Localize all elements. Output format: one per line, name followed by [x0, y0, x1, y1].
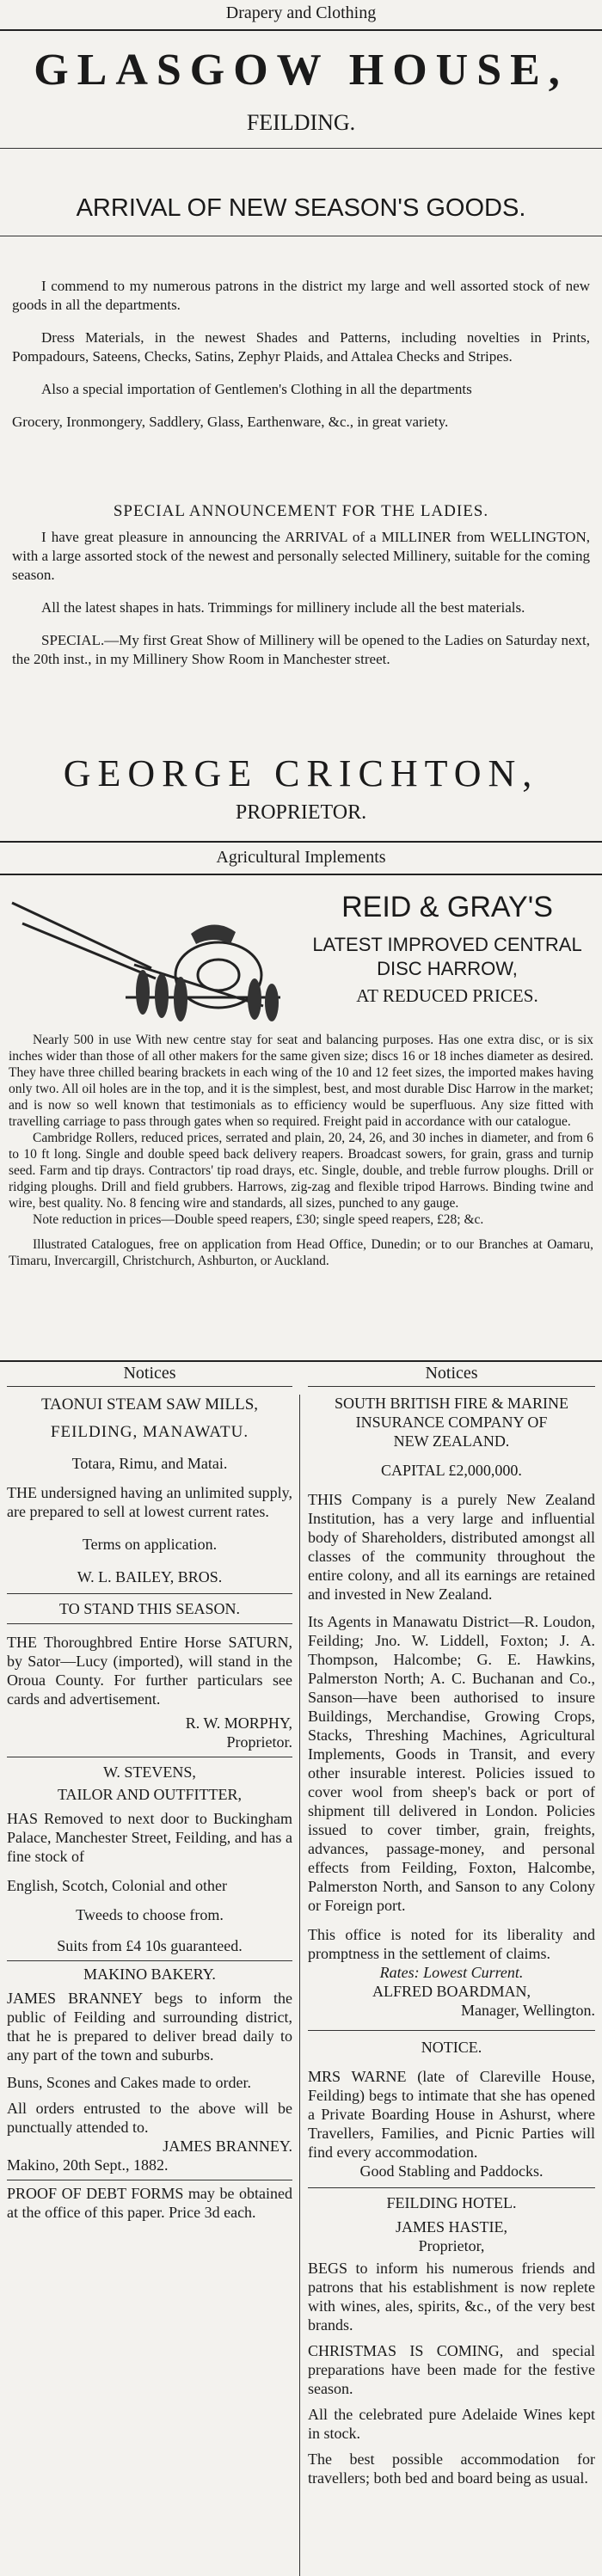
ins-title2: INSURANCE COMPANY OF	[355, 1414, 548, 1431]
drapery-headline: ARRIVAL OF NEW SEASON'S GOODS.	[76, 194, 526, 222]
divider	[7, 1623, 292, 1624]
bakery-body: JAMES BRANNEY begs to inform the public of Feilding and surrounding district, that he is prepared to deliver bread daily to any part of the town and suburbs.	[7, 1990, 292, 2064]
store-name: GLASGOW HOUSE,	[34, 46, 568, 95]
divider	[0, 148, 602, 149]
bakery-goods: Buns, Scones and Cakes made to order.	[7, 2074, 251, 2091]
ins-note: This office is noted for its liberality and promptness in the settlement of claims.	[308, 1926, 595, 1962]
stand-sign: R. W. MORPHY,	[185, 1714, 292, 1732]
divider	[0, 841, 602, 843]
tailor-body: HAS Removed to next door to Buckingham Palace, Manchester Street, Feilding, and has a fine stock of	[7, 1810, 292, 1865]
agri-sub3: AT REDUCED PRICES.	[356, 985, 538, 1006]
notices-left-header: Notices	[123, 1364, 176, 1383]
bakery-orders: All orders entrusted to the above will be punctually attended to.	[7, 2100, 292, 2136]
agri-section-title: Agricultural Implements	[216, 848, 386, 867]
ins-sign: ALFRED BOARDMAN,	[372, 1983, 531, 2000]
agri-body3: Note reduction in prices—Double speed reapers, £30; single speed reapers, £28; &c.	[33, 1212, 484, 1227]
hotel-proprietor: JAMES HASTIE,	[395, 2218, 507, 2236]
tailor-tweeds: Tweeds to choose from.	[76, 1906, 224, 1923]
agri-body1: Nearly 500 in use With new centre stay for seat and balancing purposes. Has one extra disc, or is six inches wider than those of all other makers for the same given size; discs 16 or 18 inches diameter as desired. They have three chilled bearing brackets in each wing of the 10 and 12 feet sizes, the imported makes having only two. All oil holes are in the top, and it is the simplest, best, and most durable Disc Harrow in the market; and is now so well known that testimonials as to efficiency would be superfluous. Any size fitted with travelling carriage to pass through gates when so required. Freight paid in accordance with our catalogue.	[9, 1033, 593, 1129]
ins-sign-title: Manager, Wellington.	[461, 2002, 595, 2019]
ins-body: THIS Company is a purely New Zealand Institution, has a very large and influential body of Shareholders, distributed amongst all classes of the community throughout the entire colony, and all its earnings are retained and invested in New Zealand.	[308, 1491, 595, 1603]
proprietor-name: GEORGE CRICHTON,	[63, 752, 539, 794]
hotel-adelaide: All the celebrated pure Adelaide Wines kept in stock.	[308, 2406, 595, 2442]
notices-right-column	[308, 1364, 595, 2487]
tailor-suits: Suits from £4 10s guaranteed.	[57, 1937, 243, 1954]
mill-title: TAONUI STEAM SAW MILLS,	[40, 1395, 259, 1414]
proof-of-debt-forms: PROOF OF DEBT FORMS may be obtained at the office of this paper. Price 3d each.	[7, 2185, 292, 2221]
divider	[0, 874, 602, 875]
drapery-p3: Also a special importation of Gentlemen's Clothing in all the departments	[41, 381, 472, 397]
divider	[308, 2030, 595, 2031]
divider	[0, 1360, 602, 1362]
bakery-sign: JAMES BRANNEY.	[163, 2137, 292, 2155]
drapery-p5: I have great pleasure in announcing the ARRIVAL of a MILLINER from WELLINGTON, with a large assorted stock of the newest and personally selected Millinery, suitable for the coming season.	[12, 529, 590, 583]
disc-harrow-illustration	[5, 886, 289, 1023]
mill-timber: Totara, Rimu, and Matai.	[71, 1455, 228, 1472]
proprietor-title: PROPRIETOR.	[235, 801, 367, 824]
drapery-milliner	[12, 528, 590, 669]
hotel-best: The best possible accommodation for travellers; both bed and board being as usual.	[308, 2450, 595, 2487]
notice-stabling: Good Stabling and Paddocks.	[359, 2162, 544, 2180]
mill-body: THE undersigned having an unlimited supply, are prepared to sell at lowest current rates.	[7, 1484, 292, 1520]
ins-capital: CAPITAL £2,000,000.	[381, 1462, 522, 1479]
bakery-date: Makino, 20th Sept., 1882.	[7, 2156, 169, 2174]
divider	[7, 1960, 292, 1961]
notice-title: NOTICE.	[421, 2039, 482, 2056]
hotel-title: FEILDING HOTEL.	[386, 2194, 517, 2211]
agri-body	[9, 1032, 593, 1269]
ins-title3: NEW ZEALAND.	[393, 1432, 510, 1450]
ins-rates: Rates: Lowest Current.	[379, 1964, 524, 1981]
ins-title1: SOUTH BRITISH FIRE & MARINE	[334, 1395, 568, 1412]
tailor-goods: English, Scotch, Colonial and other	[7, 1877, 227, 1894]
drapery-p7: SPECIAL.—My first Great Show of Millinery will be opened to the Ladies on Saturday next, the 20th inst., in my Millinery Show Room in Manchester street.	[12, 632, 590, 667]
special-announcement-heading: SPECIAL ANNOUNCEMENT FOR THE LADIES.	[113, 502, 489, 520]
divider	[7, 1386, 292, 1387]
mill-terms: Terms on application.	[82, 1536, 218, 1553]
drapery-p1: I commend to my numerous patrons in the district my large and well assorted stock of new goods in all the departments.	[12, 278, 590, 313]
divider	[308, 1386, 595, 1387]
mill-place: FEILDING, MANAWATU.	[50, 1423, 249, 1441]
drapery-p4: Grocery, Ironmongery, Saddlery, Glass, Earthenware, &c., in great variety.	[12, 414, 449, 430]
notices-left-column	[7, 1364, 292, 2222]
drapery-intro	[12, 277, 590, 432]
tailor-title: TAILOR AND OUTFITTER,	[57, 1786, 243, 1803]
agri-sub2: DISC HARROW,	[377, 958, 518, 979]
tailor-name: W. STEVENS,	[103, 1763, 196, 1781]
hotel-body: BEGS to inform his numerous friends and patrons that his establishment is now replete with wines, ales, spirits, &c., of the very best brands.	[308, 2260, 595, 2334]
agri-body2: Cambridge Rollers, reduced prices, serrated and plain, 20, 24, 26, and 30 inches in diameter, and from 6 to 10 ft long. Single and double speed back delivery reapers. Broadcast sowers, for grain, grass and turnip seed. Farm and tip drays. Contractors' tip road drays, etc. Single, double, and treble furrow ploughs. Drill or ridging ploughs. Drill and field grubbers. Harrows, zig-zag and flexible tripod Harrows. Binding twine and wire, best quality. No. 8 fencing wire and standards, all sizes, punched to any gauge.	[9, 1131, 593, 1211]
column-divider	[299, 1395, 300, 2576]
drapery-section-title: Drapery and Clothing	[225, 3, 377, 22]
divider	[7, 1593, 292, 1594]
notice-body: MRS WARNE (late of Clareville House, Feilding) begs to intimate that she has opened a Private Boarding House in Ashurst, where Travellers, Families, and Picnic Parties will find every accommodation.	[308, 2068, 595, 2161]
ins-agents: Its Agents in Manawatu District—R. Loudon, Feilding; Jno. W. Liddell, Foxton; J. A. Thompson, Halcombe; G. E. Hawkins, Palmerston North; A. C. Buchanan and Co., Sanson—have been authorised to insure Buildings, Merchandise, Growing Crops, Stacks, Threshing Machines, Agricultural Implements, Goods in Transit, and every other insurable interest. Policies issued to cover wool from sheep's back or port of shipment till delivered in London. Policies issued to cover timber, grain, freights, advances, passage-money, and personal effects from Feilding, Foxton, Halcombe, Palmerston North, and Sanson to any Colony or Foreign port.	[308, 1613, 595, 1914]
agri-body4: Illustrated Catalogues, free on application from Head Office, Dunedin; or to our Branches at Oamaru, Timaru, Invercargill, Christchurch, Ashburton, or Auckland.	[9, 1237, 593, 1268]
drapery-p6: All the latest shapes in hats. Trimmings for millinery include all the best materials.	[41, 599, 525, 616]
divider	[308, 2187, 595, 2188]
stand-body: THE Thoroughbred Entire Horse SATURN, by Sator—Lucy (imported), will stand in the Oroua County. For further particulars see cards and advertisement.	[7, 1634, 292, 1708]
store-town: FEILDING.	[246, 110, 356, 135]
stand-sign-title: Proprietor.	[226, 1733, 292, 1751]
stand-title: TO STAND THIS SEASON.	[59, 1600, 240, 1617]
agri-sub1: LATEST IMPROVED CENTRAL	[312, 934, 582, 955]
drapery-p2: Dress Materials, in the newest Shades and Patterns, including novelties in Prints, Pompadours, Sateens, Checks, Satins, Zephyr Plaids, and Attalea Checks and Stripes.	[12, 329, 590, 365]
mill-sign: W. L. BAILEY, BROS.	[77, 1568, 223, 1585]
notices-right-header: Notices	[425, 1364, 478, 1383]
bakery-title: MAKINO BAKERY.	[83, 1966, 216, 1983]
divider	[0, 29, 602, 31]
hotel-christmas: CHRISTMAS IS COMING, and special preparations have been made for the festive season.	[308, 2342, 595, 2397]
hotel-proprietor-title: Proprietor,	[418, 2237, 485, 2254]
agri-company: REID & GRAY'S	[341, 891, 553, 923]
